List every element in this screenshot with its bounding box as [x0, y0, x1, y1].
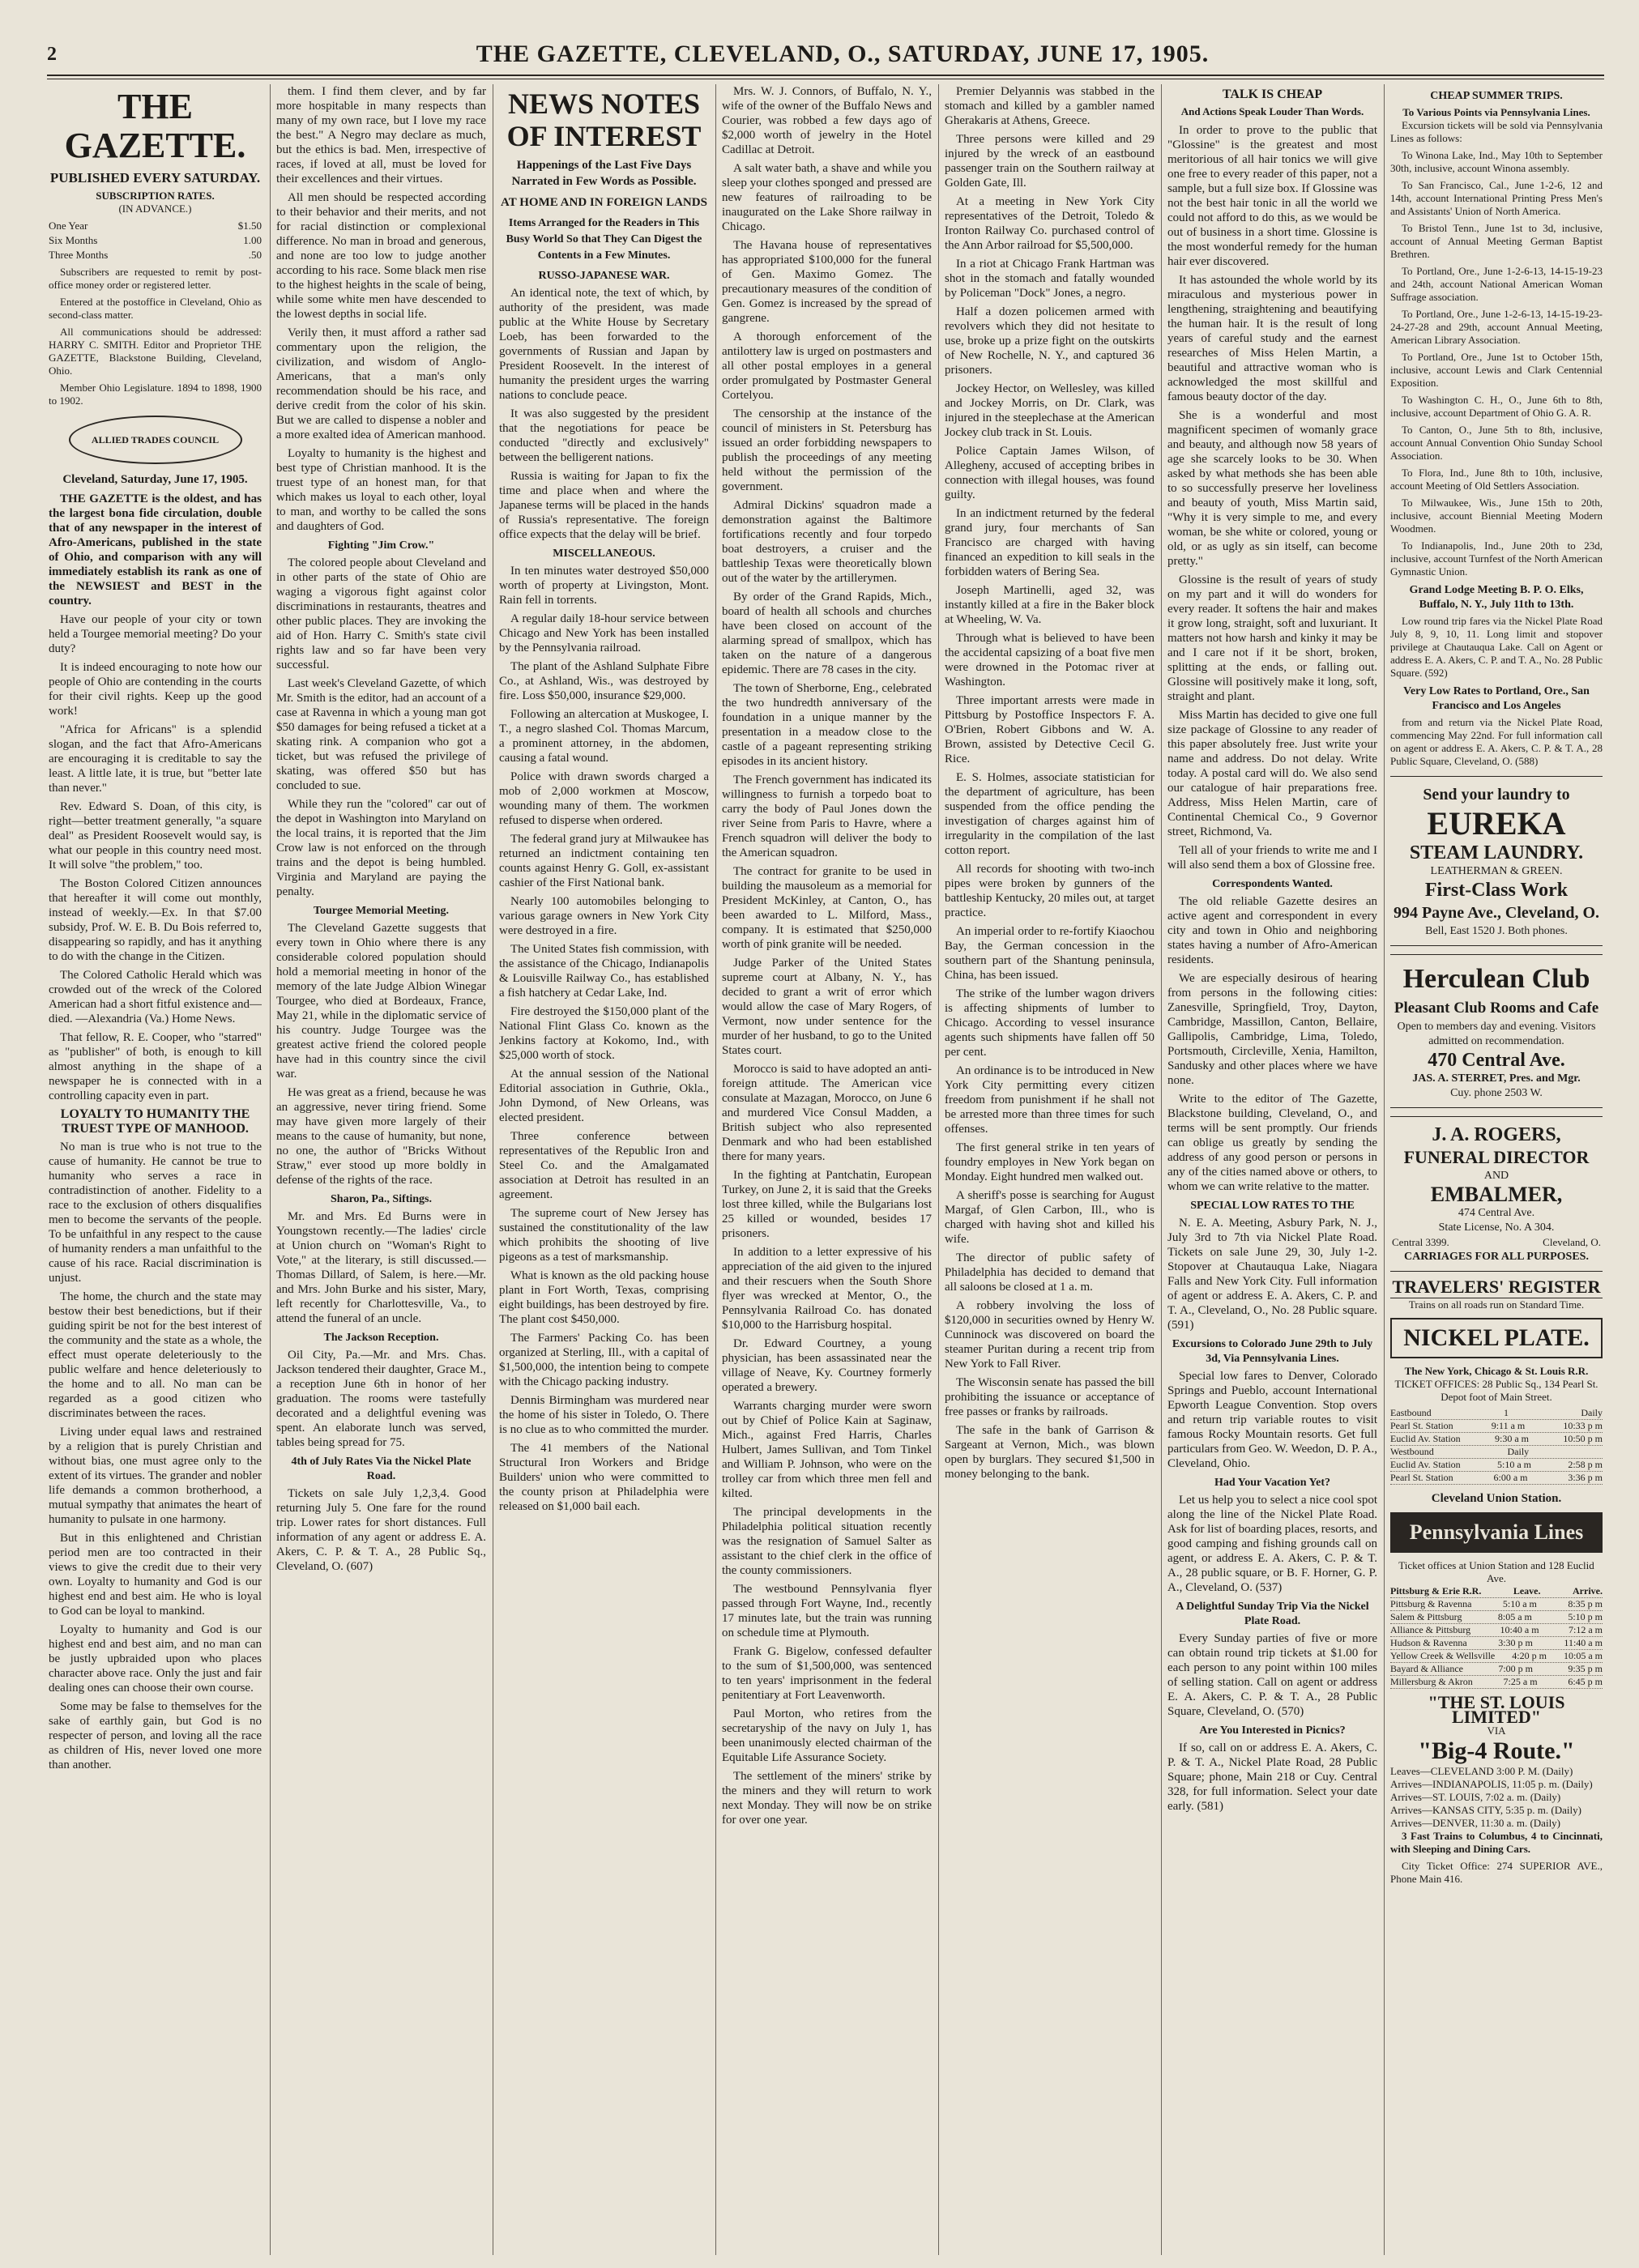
- ad-headline: EMBALMER,: [1430, 1183, 1563, 1206]
- schedule-line: Leaves—CLEVELAND 3:00 P. M. (Daily): [1390, 1765, 1573, 1777]
- rate-value: $1.50: [237, 220, 262, 232]
- section-heading: A Delightful Sunday Trip Via the Nickel Plate Road.: [1176, 1601, 1369, 1627]
- timetable-time: 3:30 p m: [1498, 1637, 1533, 1648]
- news-item: Paul Morton, who retires from the secretaryship of the navy on July 1, has been unanimously elected chairman of the Equitable Life Assurance Society.: [722, 1707, 932, 1764]
- article-paragraph: Verily then, it must afford a rather sad commentary upon the religion, the civilization, and wisdom of Anglo-Americans, that a man's only recommendation should be his race, and derive credit from the color of his skin. But we are called to dispense a nobler and a more exalted idea of American manhood.: [276, 326, 486, 441]
- union-station-heading: Cleveland Union Station.: [1431, 1492, 1562, 1505]
- gazette-nameplate: THE GAZETTE.: [64, 87, 246, 165]
- notice-paragraph: To Indianapolis, Ind., June 20th to 23d, inclusive, account Turnfest of the North American Gymnastic Union.: [1390, 539, 1603, 578]
- notice-paragraph: To Portland, Ore., June 1-2-6-13, 14-15-19-23-24-27-28 and 29th, account Annual Meeting, American Library Association.: [1390, 308, 1603, 346]
- notice-paragraph: If so, call on or address E. A. Akers, C. P. & T. A., Nickel Plate Road, 28 Public Square; phone, Main 218 or Cuy. Central 328, for full information. Select your date early. (581): [1167, 1742, 1377, 1813]
- section-heading: MISCELLANEOUS.: [553, 548, 655, 560]
- news-item: Following an altercation at Muskogee, I. T., a negro slashed Col. Thomas Marcum, a prominent attorney, in the abdomen, causing a fatal wound.: [499, 708, 709, 765]
- article-paragraph: Loyalty to humanity and God is our highest end and best aim, and no man can be justly upbraided upon who places character above race. Only the just and fair dealing ones can choose their own course.: [49, 1623, 262, 1695]
- notice-paragraph: Low round trip fares via the Nickel Plate Road July 8, 9, 10, 11. Long limit and stopover privilege at Chautauqua Lake. Call on Agent or address E. A. Akers, C. P. and T. A., No. 28 Public Square. (592): [1390, 615, 1603, 679]
- timetable-time: 8:05 a m: [1497, 1611, 1532, 1622]
- nickel-plate-logo: NICKEL PLATE.: [1390, 1318, 1603, 1358]
- column-1: [49, 84, 262, 2255]
- section-heading: Fighting "Jim Crow.": [327, 539, 435, 552]
- st-louis-note: 3 Fast Trains to Columbus, 4 to Cincinnati, with Sleeping and Dining Cars.: [1390, 1830, 1603, 1855]
- rate-value: .50: [248, 249, 262, 261]
- section-heading: Correspondents Wanted.: [1212, 878, 1333, 890]
- article-paragraph: Oil City, Pa.—Mr. and Mrs. Chas. Jackson tendered their daughter, Grace M., a reception June 6th in honor of her graduation. The rooms were tastefully decorated and a delightful evening was spent. An elaborate lunch was served, tables being spread for 75.: [276, 1349, 486, 1449]
- section-heading: RUSSO-JAPANESE WAR.: [538, 270, 670, 282]
- news-item: A regular daily 18-hour service between Chicago and New York has been installed by the Pennsylvania railroad.: [499, 612, 709, 654]
- pennsylvania-lines-logo: Pennsylvania Lines: [1390, 1512, 1603, 1553]
- herculean-club-ad: [1390, 954, 1603, 1108]
- rate-label: Six Months: [49, 234, 98, 246]
- news-item: The first general strike in ten years of foundry employes in New York began on Monday. Eight hundred men walked out.: [945, 1141, 1155, 1183]
- notice-paragraph: To Milwaukee, Wis., June 15th to 20th, inclusive, account Biennial Meeting Modern Woodmen.: [1390, 497, 1603, 535]
- advertisement-paragraph: Glossine is the result of years of study on my part and it will do wonders for every reader. It softens the hair and makes it grow long, straight, soft and luxuriant. It matters not how harsh and kinky it may be and I care not if it be short, broken, splitting at the ends, or falling out. Glossine will positively make it long, soft, straight and plant.: [1167, 573, 1377, 703]
- news-item: Morocco is said to have adopted an anti-foreign attitude. The American vice consulate at Mazagan, Morocco, on June 6 and murdered Vice Consul Madden, a British subject who also represented Denmark and who had been established there for many years.: [722, 1063, 932, 1163]
- news-item: Russia is waiting for Japan to fix the time and place when and where the Japanese terms will be placed in the hands of Russia's representative. The foreign office expects that the delay will be brief.: [499, 470, 709, 541]
- news-item: A thorough enforcement of the antilottery law is urged on postmasters and all other postal employes in a general order promulgated by Postmaster General Cortelyou.: [722, 330, 932, 402]
- news-item: Jockey Hector, on Wellesley, was killed and Jockey Morris, on Dr. Clark, was injured in the steeplechase at the American Jockey club track in St. Louis.: [945, 382, 1155, 439]
- timetable-row: [1390, 1598, 1603, 1611]
- timetable-station: Euclid Av. Station: [1390, 1459, 1461, 1470]
- timetable-station: Hudson & Ravenna: [1390, 1637, 1467, 1648]
- article-paragraph: While they run the "colored" car out of the depot in Washington into Maryland on the local trains, it is reported that the Jim Crow law is not enforced on the through trains and the depot is being humbled. Virginia and Maryland are paying the penalty.: [276, 798, 486, 898]
- article-paragraph: He was great as a friend, because he was an aggressive, never tiring friend. Some may have given more largely of their means to the cause of humanity, but none, no one, the author of "Bricks Without Straw," ever stood up more boldly in defense of the rights of the race.: [276, 1086, 486, 1187]
- timetable-header-leave: Leave.: [1513, 1585, 1541, 1597]
- timetable-row: [1390, 1459, 1603, 1472]
- timetable-header: [1390, 1585, 1603, 1598]
- timetable-time: 2:58 p m: [1568, 1459, 1603, 1470]
- editorial-paragraph: "Africa for Africans" is a splendid slogan, and the fact that Afro-Americans are encouraging it is creditable to say the least. A little late, it is true, but "better late than never.": [49, 723, 262, 795]
- notice-paragraph: To Portland, Ore., June 1st to October 15th, inclusive, account Lewis and Clark Centennial Exposition.: [1390, 351, 1603, 389]
- timetable-time: 10:40 a m: [1500, 1624, 1539, 1635]
- news-item: A salt water bath, a shave and while you sleep your clothes sponged and pressed are new features of railroading to be inaugurated on the Lake Shore railway in Chicago.: [722, 162, 932, 233]
- column-7: [1390, 84, 1603, 2255]
- news-item: Police Captain James Wilson, of Allegheny, accused of accepting bribes in connection with illegal houses, was found guilty.: [945, 445, 1155, 501]
- timetable-station: Westbound: [1390, 1446, 1434, 1457]
- news-item: The 41 members of the National Structural Iron Workers and Bridge Builders' union who were committed to the county prison at Philadelphia were released on $1,000 bail each.: [499, 1442, 709, 1513]
- rates-heading: SUBSCRIPTION RATES.: [96, 190, 215, 202]
- news-item: The town of Sherborne, Eng., celebrated the two hundredth anniversary of the foundation in a unique manner by the presentation in a meadow close to the castle of a pageant representing striking episodes in its ancient history.: [722, 682, 932, 768]
- travelers-register-heading: TRAVELERS' REGISTER: [1390, 1280, 1603, 1298]
- notice-paragraph: from and return via the Nickel Plate Road, commencing May 22nd. For full information call on agent or address E. A. Akers, C. P. & T. A., 28 Public Square, Cleveland, O. (588): [1390, 716, 1603, 767]
- column-3: [499, 84, 709, 2255]
- timetable-time: 5:10 a m: [1497, 1459, 1531, 1470]
- column-divider: [1161, 84, 1162, 2255]
- timetable-row: [1390, 1407, 1603, 1420]
- timetable-time: 6:45 p m: [1568, 1676, 1603, 1687]
- column-divider: [938, 84, 939, 2255]
- ad-line: 474 Central Ave.: [1458, 1207, 1535, 1219]
- news-notes-deck: AT HOME AND IN FOREIGN LANDS: [501, 196, 707, 209]
- ad-phone: Central 3399.: [1392, 1236, 1449, 1248]
- section-heading: Sharon, Pa., Siftings.: [331, 1193, 432, 1205]
- timetable-time: 10:50 p m: [1563, 1433, 1603, 1444]
- editorial-paragraph: That fellow, R. E. Cooper, who "starred" as "publisher" of both, is enough to kill almost anything in the shape of a newspaper he is connected with in a controlling capacity even in part.: [49, 1031, 262, 1102]
- section-deck: To Various Points via Pennsylvania Lines.: [1402, 106, 1590, 118]
- timetable-time: 8:35 p m: [1568, 1598, 1603, 1609]
- news-item: The principal developments in the Philadelphia political situation recently was the resignation of Samuel Salter as assistant to the chief clerk in the office of the county commissioners.: [722, 1506, 932, 1577]
- article-paragraph: Tickets on sale July 1,2,3,4. Good returning July 5. One fare for the round trip. Lower rates for short distances. Full information of any agent or address E. A. Akers, C. P. & T. A., 28 Public Sq., Cleveland, O. (607): [276, 1487, 486, 1573]
- subscriber-notice: Subscribers are requested to remit by post-office money order or registered letter.: [49, 266, 262, 291]
- editorial-paragraph: The Boston Colored Citizen announces that hereafter it will come out monthly, instead of weekly.—Ex. In that $7.00 subsidy, Prof. W. E. B. Du Bois referred to, disappearing so rapidly, and has it anything to do with the change in the Citizen.: [49, 877, 262, 963]
- notice-paragraph: To Winona Lake, Ind., May 10th to September 30th, inclusive, account Winona assembly.: [1390, 149, 1603, 174]
- news-item: Through what is believed to have been the accidental capsizing of a boat five men were drowned in the Potomac river at Washington.: [945, 632, 1155, 688]
- timetable-time: 9:30 a m: [1495, 1433, 1529, 1444]
- timetable-station: Eastbound: [1390, 1407, 1432, 1418]
- news-item: Warrants charging murder were sworn out by Chief of Police Kain at Saginaw, Mich., against Fred Harris, Charles Hulbert, James Sullivan, and Tom Tinkel and William P. Johnson, who were on the trolley car from which three men fell and kilted.: [722, 1400, 932, 1500]
- ad-contact-row: [1392, 1235, 1601, 1250]
- notice-paragraph: To Portland, Ore., June 1-2-6-13, 14-15-19-23 and 24th, account National American Woman Suffrage association.: [1390, 265, 1603, 303]
- page-number: 2: [47, 44, 57, 65]
- advertisement-paragraph: She is a wonderful and most magnificent specimen of womanly grace and beauty, and although now 58 years of age she scarcely looks to be 30. When asked by what methods she has been able to so successfully preserve her loveliness and beauty of youth, Miss Martin said, "Why it is very simple to me, and every woman, be she white or colored, young or old, or as ugly as sin itself, can become pretty.": [1167, 409, 1377, 568]
- timetable-station: Alliance & Pittsburg: [1390, 1624, 1471, 1635]
- advertisement-paragraph: Miss Martin has decided to give one full size package of Glossine to any reader of this paper absolutely free. Just write your name and address. Do not delay. Write today. A postal card will do. We also send our catalogue of hair preparations free. Address, Miss Helen Martin, care of Continental Chemical Co., 9 Governor street, Richmond, Va.: [1167, 709, 1377, 838]
- timetable-time: 10:33 p m: [1563, 1420, 1603, 1431]
- timetable-header-route: Pittsburg & Erie R.R.: [1390, 1585, 1482, 1597]
- ad-line: 470 Central Ave.: [1428, 1050, 1565, 1071]
- timetable-station: Euclid Av. Station: [1390, 1433, 1461, 1444]
- editorial-paragraph: Rev. Edward S. Doan, of this city, is right—better treatment generally, "a square deal" as President Roosevelt would say, is what our people in this country need most. It will solve "the problem," too.: [49, 800, 262, 872]
- advertisement-paragraph: In order to prove to the public that "Glossine" is the greatest and most meritorious of all hair tonics we will give one free to every reader of this paper, not a sample, but a full size box. If Glossine was not the best hair tonic in all the world we could not afford to do this, as we would be out of business in a short time. Glossine is the most wonderful remedy for the human hair ever discovered.: [1167, 124, 1377, 268]
- section-heading: Tourgee Memorial Meeting.: [313, 905, 450, 917]
- nickel-plate-subtitle: The New York, Chicago & St. Louis R.R.: [1404, 1365, 1589, 1377]
- timetable-time: 7:25 a m: [1503, 1676, 1538, 1687]
- ad-headline: EUREKA: [1427, 805, 1566, 842]
- entered-notice: Entered at the postoffice in Cleveland, Ohio as second-class matter.: [49, 296, 262, 321]
- rate-row: [49, 233, 262, 248]
- ad-headline: Herculean Club: [1402, 964, 1590, 994]
- ad-headline: J. A. ROGERS,: [1432, 1124, 1561, 1145]
- news-item: At the annual session of the National Editorial association in Guthrie, Okla., John Dymond, of New Orleans, was elected president.: [499, 1068, 709, 1124]
- section-heading: 4th of July Rates Via the Nickel Plate Road.: [291, 1456, 472, 1482]
- timetable-station: Pearl St. Station: [1390, 1420, 1453, 1431]
- article-paragraph: The old reliable Gazette desires an active agent and correspondent in every city and town in Ohio and neighboring states having a number of Afro-American residents.: [1167, 895, 1377, 966]
- notice-paragraph: To San Francisco, Cal., June 1-2-6, 12 and 14th, account International Printing Press Men's and Assistants' Union of North America.: [1390, 179, 1603, 217]
- timetable-time: 7:12 a m: [1568, 1624, 1603, 1635]
- news-item: The contract for granite to be used in building the mausoleum as a memorial for President McKinley, at Canton, O., has been awarded to L. Milford, Mass., company. It is estimated that $250,000 worth of pink granite will be needed.: [722, 865, 932, 951]
- article-paragraph: Write to the editor of The Gazette, Blackstone building, Cleveland, O., and terms will be sent promptly. Our friends can oblige us greatly by sending the address of any good person or persons in any of the cities named above or others, to whom we can write relative to the matter.: [1167, 1093, 1377, 1193]
- pennsylvania-timetable: [1390, 1598, 1603, 1689]
- timetable-row: [1390, 1624, 1603, 1637]
- column-6: [1167, 84, 1377, 2255]
- news-item: A sheriff's posse is searching for August Margaf, of Glen Carbon, Ill., who is charged with having shot and killed his wife.: [945, 1189, 1155, 1246]
- column-divider: [270, 84, 271, 2255]
- eureka-laundry-ad: [1390, 776, 1603, 946]
- news-item: The censorship at the instance of the council of ministers in St. Petersburg has issued an order forbidding newspapers to publish the proceedings of any meeting held without the permission of the government.: [722, 407, 932, 493]
- article-paragraph: The home, the church and the state may bestow their best benedictions, but if their guiding spirit be not for the best interest of the community and the state as a whole, the effect must operate deleteriously to the public welfare and hence deleteriously to the home and to all. No man can be regarded as a good citizen who discriminates between the races.: [49, 1290, 262, 1420]
- timetable-time: 11:40 a m: [1564, 1637, 1603, 1648]
- editorial-paragraph: The Colored Catholic Herald which was crowded out of the wreck of the Colored American had a short fitful existence and—died. —Alexandria (Va.) Home News.: [49, 969, 262, 1025]
- st-louis-limited-title: "THE ST. LOUIS LIMITED": [1428, 1692, 1565, 1727]
- schedule-line: Arrives—DENVER, 11:30 a. m. (Daily): [1390, 1817, 1561, 1829]
- column-2: [276, 84, 486, 2255]
- column-divider: [1384, 84, 1385, 2255]
- timetable-time: 4:20 p m: [1512, 1650, 1547, 1661]
- section-heading: Had Your Vacation Yet?: [1214, 1477, 1330, 1489]
- top-rule: [47, 75, 1604, 76]
- notice-paragraph: To Canton, O., June 5th to 8th, inclusive, account Annual Convention Ohio Sunday School Association.: [1390, 424, 1603, 462]
- ad-headline: STEAM LAUNDRY.: [1409, 842, 1584, 863]
- column-4: [722, 84, 932, 2255]
- address-notice: All communications should be addressed: HARRY C. SMITH. Editor and Proprietor THE GAZETTE, Blackstone Building, Cleveland, Ohio.: [49, 326, 262, 377]
- rate-label: Three Months: [49, 249, 109, 261]
- news-item: The plant of the Ashland Sulphate Fibre Co., at Ashland, Wis., was destroyed by fire. Loss $50,000, insurance $29,000.: [499, 660, 709, 702]
- editorial-paragraph: Have our people of your city or town held a Tourgee memorial meeting? Do your duty?: [49, 613, 262, 655]
- timetable-row: [1390, 1433, 1603, 1446]
- news-item: An identical note, the text of which, by authority of the president, was made public at the White House by Secretary Loeb, has been forwarded to the governments of Russian and Japan by President Roosevelt. In the interest of humanity the president urges the warring nations to conclude peace.: [499, 287, 709, 402]
- timetable-station: Salem & Pittsburg: [1390, 1611, 1462, 1622]
- timetable-row: [1390, 1472, 1603, 1485]
- ad-line: CARRIAGES FOR ALL PURPOSES.: [1404, 1251, 1589, 1263]
- section-heading: Are You Interested in Picnics?: [1199, 1724, 1346, 1737]
- news-item: The supreme court of New Jersey has sustained the constitutionality of the law which prohibits the shooting of live pigeons as a test of marksmanship.: [499, 1207, 709, 1264]
- rates-note: (IN ADVANCE.): [118, 202, 192, 215]
- news-item: The strike of the lumber wagon drivers is affecting shipments of lumber to Chicago. According to vessel insurance agents such shipments have fallen off 50 per cent.: [945, 987, 1155, 1059]
- timetable-time: 5:10 p m: [1568, 1611, 1603, 1622]
- section-heading: TALK IS CHEAP: [1222, 87, 1323, 101]
- dateline: Cleveland, Saturday, June 17, 1905.: [62, 473, 248, 486]
- timetable-row: [1390, 1676, 1603, 1689]
- news-item: It was also suggested by the president that the negotiations for peace be conducted "directly and exclusively" between the belligerent nations.: [499, 407, 709, 464]
- article-paragraph: All men should be respected according to their behavior and their merits, and not for racial distinction or complexional difference. No man in broad and generous, and none are too low to judge another according to his race. Some black men rise to the highest heights in the scale of being, while some white men have descended to the lowest depths in social life.: [276, 191, 486, 321]
- section-heading: Excursions to Colorado June 29th to July 3d, Via Pennsylvania Lines.: [1172, 1338, 1373, 1365]
- timetable-row: [1390, 1650, 1603, 1663]
- timetable-station: Bayard & Alliance: [1390, 1663, 1463, 1674]
- news-notes-deck: Happenings of the Last Five Days Narrated in Few Words as Possible.: [511, 159, 697, 188]
- news-item: Nearly 100 automobiles belonging to various garage owners in New York City were destroyed in a fire.: [499, 895, 709, 937]
- ad-line: LEATHERMAN & GREEN.: [1430, 865, 1563, 877]
- timetable-row: [1390, 1446, 1603, 1459]
- rate-row: [49, 248, 262, 262]
- ad-headline: FUNERAL DIRECTOR: [1403, 1147, 1590, 1167]
- news-item: Three persons were killed and 29 injured by the wreck of an eastbound passenger train on the Southern railway at Golden Gate, Ill.: [945, 133, 1155, 190]
- rate-label: One Year: [49, 220, 88, 232]
- news-item: A robbery involving the loss of $120,000 in securities owned by Henry W. Cunninock was discovered on board the steamer Puritan during a recent trip from New York to Fall River.: [945, 1299, 1155, 1371]
- ad-line: 994 Payne Ave., Cleveland, O.: [1393, 904, 1600, 922]
- timetable-station: Millersburg & Akron: [1390, 1676, 1473, 1687]
- big-four-route: "Big-4 Route.": [1418, 1737, 1575, 1764]
- lead-paragraph: THE GAZETTE is the oldest, and has the largest bona fide circulation, double that of any newspaper in the interest of Afro-Americans, published in the state of Ohio, and comparison with any will immediately establish its rank as one of the NEWSIEST and BEST in the country.: [49, 492, 262, 608]
- news-item: Frank G. Bigelow, confessed defaulter to the sum of $1,500,000, was sentenced to ten years' imprisonment in the federal penitentiary at Fort Leavenworth.: [722, 1645, 932, 1702]
- news-item: In ten minutes water destroyed $50,000 worth of property at Livingston, Mont. Rain fell in torrents.: [499, 565, 709, 607]
- section-heading: Grand Lodge Meeting B. P. O. Elks, Buffalo, N. Y., July 11th to 13th.: [1409, 584, 1584, 611]
- section-heading: Very Low Rates to Portland, Ore., San Francisco and Los Angeles: [1403, 685, 1590, 712]
- news-item: Fire destroyed the $150,000 plant of the National Flint Glass Co. known as the Jenkins factory at Kokomo, Ind., with $25,000 worth of stock.: [499, 1005, 709, 1062]
- timetable-station: Pearl St. Station: [1390, 1472, 1453, 1483]
- rogers-funeral-ad: [1390, 1116, 1603, 1272]
- timetable-time: 1: [1504, 1407, 1509, 1418]
- timetable-time: 9:11 a m: [1491, 1420, 1526, 1431]
- article-paragraph: We are especially desirous of hearing from persons in the following cities: Zanesville, Springfield, Troy, Dayton, Cambridge, Massillon, Canton, Bellaire, Gallipolis, Cambridge, Lima, Toledo, Portsmouth, Circleville, Xenia, Hamilton, Sandusky and other places where we have none.: [1167, 972, 1377, 1087]
- news-item: Admiral Dickins' squadron made a demonstration against the Baltimore fortifications recently and four torpedo boat destroyers, a cruiser and the battleship Texas were theoretically blown out of the water by the artillerymen.: [722, 499, 932, 585]
- ad-line: JAS. A. STERRET, Pres. and Mgr.: [1412, 1072, 1581, 1085]
- ad-line: Send your laundry to: [1423, 786, 1570, 804]
- ad-line: First-Class Work: [1424, 880, 1569, 901]
- article-paragraph: The colored people about Cleveland and in other parts of the state of Ohio are waging a vigorous fight against color discriminations in restaurants, theatres and other public places. They are invoking the aid of Hon. Harry C. Smith's state civil rights law and so far have been very successful.: [276, 556, 486, 671]
- ad-line: Open to members day and evening. Visitors admitted on recommendation.: [1397, 1021, 1596, 1047]
- advertisement-paragraph: Tell all of your friends to write me and I will also send them a box of Glossine free.: [1167, 844, 1377, 872]
- ad-line: Bell, East 1520 J. Both phones.: [1425, 925, 1568, 937]
- timetable-time: 10:05 a m: [1564, 1650, 1603, 1661]
- pennsylvania-offices: Ticket offices at Union Station and 128 Euclid Ave.: [1398, 1559, 1594, 1584]
- notice-paragraph: Let us help you to select a nice cool spot along the line of the Nickel Plate Road. Ask for list of boarding places, resorts, and good camping and fishing grounds call on agent, or address E. A. Akers, C. P. & T. A., 28 public square, or B. F. Horner, G. P. A., Cleveland, O. (537): [1167, 1494, 1377, 1594]
- article-paragraph: Loyalty to humanity is the highest and best type of Christian manhood. It is the truest type of an honest man, for that which makes us loyal to each other, loyal to man, and worthy to be called the sons and daughters of God.: [276, 447, 486, 533]
- union-label-badge: ALLIED TRADES COUNCIL: [69, 416, 242, 464]
- article-paragraph: Last week's Cleveland Gazette, of which Mr. Smith is the editor, had an account of a case at Ravenna in which a young man got $50 damages for being refused a ticket at a skating rink. A companion who got a ticket, but was refused the privilege of skating, was offered $50 but has concluded to sue.: [276, 677, 486, 792]
- news-item: In the fighting at Pantchatin, European Turkey, on June 2, it is said that the Greeks lost three killed, while the Bulgarians lost 25 killed or wounded, besides 17 prisoners.: [722, 1169, 932, 1240]
- timetable-header-arrive: Arrive.: [1573, 1585, 1603, 1597]
- publication-frequency: PUBLISHED EVERY SATURDAY.: [49, 170, 261, 185]
- timetable-row: [1390, 1420, 1603, 1433]
- notice-paragraph: Every Sunday parties of five or more can obtain round trip tickets at $1.00 for each person to any point within 100 miles of selling station. Call on agent or address E. A. Akers, C. P. & T. A., 28 Public Square, Cleveland, O. (570): [1167, 1632, 1377, 1718]
- section-heading: LOYALTY TO HUMANITY THE TRUEST TYPE OF MANHOOD.: [60, 1107, 250, 1136]
- ad-city: Cleveland, O.: [1543, 1236, 1601, 1248]
- news-item: By order of the Grand Rapids, Mich., board of health all schools and churches have been closed on account of the alarming spread of smallpox, which has taken on the nature of a dangerous epidemic. There are 78 cases in the city.: [722, 590, 932, 676]
- news-item: Three important arrests were made in Pittsburg by Postoffice Inspectors F. A. O'Brien, Robert Gibbons and W. A. Brown, assisted by Detective Cecil G. Rice.: [945, 694, 1155, 765]
- st-louis-office: City Ticket Office: 274 SUPERIOR AVE., Phone Main 416.: [1390, 1860, 1603, 1885]
- timetable-row: [1390, 1637, 1603, 1650]
- notice-paragraph: Excursion tickets will be sold via Pennsylvania Lines as follows:: [1390, 119, 1603, 144]
- timetable-time: Daily: [1507, 1446, 1530, 1457]
- news-item: Three conference between representatives of the Republic Iron and Steel Co. and the Amalgamated association at Detroit has resulted in an agreement.: [499, 1130, 709, 1201]
- section-heading: The Jackson Reception.: [323, 1332, 439, 1344]
- news-item: The safe in the bank of Garrison & Sargeant at Vernon, Mich., was blown open by burglars. They secured $1,500 in money belonging to the bank.: [945, 1424, 1155, 1481]
- timetable-time: 7:00 p m: [1498, 1663, 1533, 1674]
- nickel-plate-timetable: [1390, 1407, 1603, 1485]
- article-paragraph: them. I find them clever, and by far more hospitable in many respects than many of my own race, but I love my race the best." A Negro may declare as much, but the ethics is bad. Men, irrespective of races, if loved at all, must be loved for their excellences and their virtues.: [276, 85, 486, 185]
- timetable-station: Yellow Creek & Wellsville: [1390, 1650, 1496, 1661]
- article-paragraph: No man is true who is not true to the cause of humanity. He cannot be true to humanity who serves a race in contradistinction of another. Fidelity to a race to the exclusion of others disqualifies men to become the servants of the people. To be unfaithful in any respect to the cause of humanity renders a man unfaithful to the cause of his race. Racial discrimination is unjust.: [49, 1140, 262, 1285]
- news-item: Joseph Martinelli, aged 32, was instantly killed at a fire in the Baker block at Wheeling, W. Va.: [945, 584, 1155, 626]
- notice-paragraph: Special low fares to Denver, Colorado Springs and Pueblo, account International Epworth League Convention. Stop overs and return trip variable routes to visit famous Rocky Mountain resorts. Get full particulars from Geo. W. Weedon, D. P. A., Cleveland, Ohio.: [1167, 1370, 1377, 1470]
- column-5: [945, 84, 1155, 2255]
- news-item: An imperial order to re-fortify Kiaochou Bay, the German concession in the southern part of the Shantung peninsula, China, has been issued.: [945, 925, 1155, 982]
- section-heading: CHEAP SUMMER TRIPS.: [1430, 90, 1563, 102]
- advertisement-paragraph: It has astounded the whole world by its miraculous and mysterious power in lengthening, straightening and beautifying the human hair. It is the result of long years of careful study and the earnest researches of Miss Helen Martin, a beautiful and attractive woman who is acknowledged the most skillful and famous beauty doctor of the day.: [1167, 274, 1377, 403]
- news-notes-deck: Items Arranged for the Readers in This Busy World So that They Can Digest the Contents in a Few Minutes.: [506, 217, 702, 262]
- schedule-line: Arrives—INDIANAPOLIS, 11:05 p. m. (Daily): [1390, 1778, 1593, 1790]
- timetable-time: 6:00 a m: [1493, 1472, 1528, 1483]
- editorial-paragraph: It is indeed encouraging to note how our people of Ohio are contending in the courts for their civil rights. Keep up the good work!: [49, 661, 262, 718]
- news-item: In an indictment returned by the federal grand jury, four merchants of San Francisco are charged with having financed an expedition to kill seals in the forbidden waters of Bering Sea.: [945, 507, 1155, 578]
- news-item: Dennis Birmingham was murdered near the home of his sister in Toledo, O. There is no clue as to who committed the murder.: [499, 1394, 709, 1436]
- article-paragraph: Some may be false to themselves for the sake of earthly gain, but God is no respecter of person, and loving all the race as children of His, never loved one more than another.: [49, 1700, 262, 1771]
- notice-paragraph: To Flora, Ind., June 8th to 10th, inclusive, account Meeting of Old Settlers Association.: [1390, 467, 1603, 492]
- news-item: Police with drawn swords charged a mob of 2,000 workmen at Moscow, wounding many of them. The workmen refused to disperse when ordered.: [499, 770, 709, 827]
- notice-paragraph: To Bristol Tenn., June 1st to 3d, inclusive, account of Annual Meeting German Baptist Brethren.: [1390, 222, 1603, 260]
- news-item: The federal grand jury at Milwaukee has returned an indictment containing ten counts against Henry G. Goll, ex-assistant cashier of the First National bank.: [499, 833, 709, 889]
- article-paragraph: The Cleveland Gazette suggests that every town in Ohio where there is any considerable colored population should hold a memorial meeting in honor of the memory of the late Judge Albion Winegar Tourgee, who died at Bordeaux, France, May 21, while in the diplomatic service of his country. Judge Tourgee was the greatest active friend the colored people have had in this country since the civil war.: [276, 922, 486, 1081]
- timetable-row: [1390, 1611, 1603, 1624]
- article-paragraph: But in this enlightened and Christian period men are too contracted in their views to give the credit due to their very own. Loyalty to humanity and God is our highest end and best aim. He who is loyal to God can be loyal to mankind.: [49, 1532, 262, 1618]
- schedule-line: Arrives—KANSAS CITY, 5:35 p. m. (Daily): [1390, 1804, 1581, 1816]
- register-note: Trains on all roads run on Standard Time.: [1408, 1298, 1585, 1311]
- timetable-time: 3:36 p m: [1568, 1472, 1603, 1483]
- schedule-line: Arrives—ST. LOUIS, 7:02 a. m. (Daily): [1390, 1791, 1561, 1803]
- notice-paragraph: N. E. A. Meeting, Asbury Park, N. J., July 3rd to 7th via Nickel Plate Road. Tickets on sale June 29, 30, July 1-2. Stopover at Chautauqua Lake, Niagara Falls and New York City. Full information of agent or address E. A. Akers, C. P. and T. A., Cleveland, O., No. 28 Public square. (591): [1167, 1217, 1377, 1332]
- member-notice: Member Ohio Legislature. 1894 to 1898, 1900 to 1902.: [49, 382, 262, 407]
- news-item: What is known as the old packing house plant in Fort Worth, Texas, comprising eight buildings, has been destroyed by fire. The plant cost $450,000.: [499, 1269, 709, 1326]
- news-item: The Farmers' Packing Co. has been organized at Sterling, Ill., with a capital of $1,500,000, the intention being to compete with the Chicago packing industry.: [499, 1332, 709, 1388]
- news-notes-title: NEWS NOTES OF INTEREST: [506, 87, 702, 152]
- column-divider: [715, 84, 716, 2255]
- news-item: The westbound Pennsylvania flyer passed through Fort Wayne, Ind., recently 17 minutes late, but the train was running on schedule time at Plymouth.: [722, 1583, 932, 1639]
- news-item: All records for shooting with two-inch pipes were broken by gunners of the battleship Kentucky, 20 miles out, at target practice.: [945, 863, 1155, 919]
- news-item: Premier Delyannis was stabbed in the stomach and killed by a gambler named Gherakaris at Athens, Greece.: [945, 85, 1155, 127]
- news-item: In a riot at Chicago Frank Hartman was shot in the stomach and fatally wounded by Policeman "Dock" Jones, a negro.: [945, 258, 1155, 300]
- ad-line: AND: [1483, 1170, 1509, 1182]
- st-louis-via: VIA: [1487, 1724, 1506, 1737]
- news-item: Half a dozen policemen armed with revolvers which they did not hesitate to use, broke up a prize fight on the outskirts of New Rochelle, N. Y., and captured 36 prisoners.: [945, 305, 1155, 377]
- timetable-time: Daily: [1581, 1407, 1603, 1418]
- notice-paragraph: To Washington C. H., O., June 6th to 8th, inclusive, account Department of Ohio G. A. R.: [1390, 394, 1603, 419]
- news-item: An ordinance is to be introduced in New York City permitting every citizen freedom from punishment if he shall not be arrested more than three times for such offenses.: [945, 1064, 1155, 1136]
- timetable-station: Pittsburg & Ravenna: [1390, 1598, 1472, 1609]
- rates-list: [49, 219, 262, 262]
- timetable-time: 9:35 p m: [1568, 1663, 1603, 1674]
- article-paragraph: Mr. and Mrs. Ed Burns were in Youngstown recently.—The ladies' circle at Union church on "Woman's Right to Vote," at the literary, is still discussed.—Thomas Dillard, of Salem, is here.—Mr. and Mrs. John Burke and his sister, Mary, left recently for Charlottesville, Va., to attend the funeral of an uncle.: [276, 1210, 486, 1325]
- news-item: The settlement of the miners' strike by the miners and they will return to work next Monday. They will now be on strike for over one year.: [722, 1770, 932, 1827]
- rate-value: 1.00: [243, 234, 262, 246]
- news-item: Mrs. W. J. Connors, of Buffalo, N. Y., wife of the owner of the Buffalo News and Courier, was robbed a few days ago of $2,000 worth of jewelry in the Hotel Cadillac at Detroit.: [722, 85, 932, 156]
- nickel-plate-offices: TICKET OFFICES: 28 Public Sq., 134 Pearl St. Depot foot of Main Street.: [1394, 1378, 1598, 1403]
- section-deck: And Actions Speak Louder Than Words.: [1180, 105, 1364, 117]
- timetable-time: 5:10 a m: [1502, 1598, 1537, 1609]
- masthead-line: THE GAZETTE, CLEVELAND, O., SATURDAY, JUNE 17, 1905.: [476, 40, 1210, 67]
- news-item: Dr. Edward Courtney, a young physician, has been assassinated near the village of Neave, Ky. Courtney formerly operated a brewery.: [722, 1337, 932, 1394]
- news-item: Judge Parker of the United States supreme court at Albany, N. Y., has decided to grant a writ of error which would allow the case of Mary Rogers, of Vermont, now under sentence for the murder of her husband, to go to the United States court.: [722, 957, 932, 1057]
- news-item: The Wisconsin senate has passed the bill prohibiting the issuance or acceptance of free passes or franks by railroads.: [945, 1376, 1155, 1418]
- timetable-row: [1390, 1663, 1603, 1676]
- news-item: E. S. Holmes, associate statistician for the department of agriculture, has been suspended from the office pending the investigation of charges against him of irregularity in the compilation of the last cotton report.: [945, 771, 1155, 857]
- ad-line: Cuy. phone 2503 W.: [1450, 1087, 1543, 1099]
- ad-line: State License, No. A 304.: [1438, 1221, 1555, 1234]
- ad-line: Pleasant Club Rooms and Cafe: [1394, 1000, 1599, 1017]
- news-item: The Havana house of representatives has appropriated $100,000 for the funeral of Gen. Maximo Gomez. The precautionary measures of the condition of Gen. Gomez is increased by the spread of gangrene.: [722, 239, 932, 325]
- news-item: The director of public safety of Philadelphia has decided to demand that all saloons be closed at 1 a. m.: [945, 1251, 1155, 1294]
- news-item: The United States fish commission, with the assistance of the Chicago, Indianapolis & Louisville Railway Co., has established a fish hatchery at Cedar Lake, Ind.: [499, 943, 709, 1000]
- news-item: The French government has indicated its willingness to furnish a torpedo boat to carry the body of Paul Jones down the river Seine from Paris to Havre, where a French squadron will deliver the body to the American squadron.: [722, 774, 932, 859]
- news-item: At a meeting in New York City representatives of the Detroit, Toledo & Ironton Railway Co. purchased control of the Ann Arbor railroad for $5,500,000.: [945, 195, 1155, 252]
- rate-row: [49, 219, 262, 233]
- news-item: In addition to a letter expressive of his appreciation of the aid given to the injured and their rescuers when the South Shore flyer was wrecked at Mentor, O., the Pennsylvania Railroad Co. has donated $10,000 to the Harrisburg hospital.: [722, 1246, 932, 1332]
- st-louis-schedule: [1390, 1765, 1603, 1830]
- section-heading: SPECIAL LOW RATES TO THE: [1190, 1200, 1355, 1212]
- article-paragraph: Living under equal laws and restrained by a religion that is purely Christian and without bias, one must agree only to the extent of its virtues. The grander and nobler life demands a common brotherhood, a mutual sympathy that animates the heart of humanity to pulsate in one harmony.: [49, 1426, 262, 1526]
